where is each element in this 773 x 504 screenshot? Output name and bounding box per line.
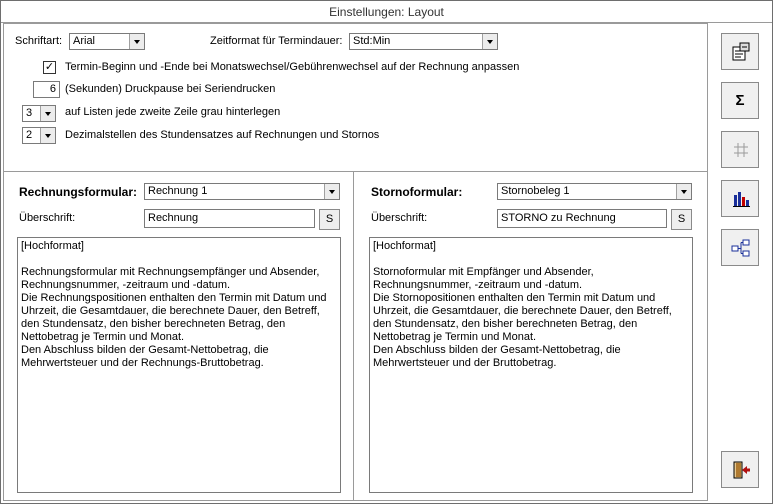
column-divider bbox=[353, 171, 354, 500]
chevron-down-icon[interactable] bbox=[129, 34, 144, 49]
decimals-select[interactable] bbox=[22, 127, 56, 144]
invoice-form-value: Rechnung 1 bbox=[148, 185, 208, 197]
main-panel bbox=[3, 23, 708, 501]
chevron-down-icon[interactable] bbox=[482, 34, 497, 49]
chevron-down-icon[interactable] bbox=[324, 184, 339, 199]
timeformat-label: Zeitformat für Termindauer: bbox=[210, 35, 343, 47]
print-pause-input[interactable]: 6 bbox=[33, 81, 60, 98]
grid-button[interactable] bbox=[721, 131, 759, 168]
chevron-down-icon[interactable] bbox=[40, 106, 55, 121]
font-select-value: Arial bbox=[73, 35, 96, 47]
storno-form-select[interactable] bbox=[497, 183, 692, 200]
storno-s-button[interactable]: S bbox=[671, 209, 692, 230]
font-select[interactable] bbox=[69, 33, 145, 50]
storno-heading-label: Überschrift: bbox=[371, 212, 428, 224]
font-label: Schriftart: bbox=[15, 35, 63, 47]
hierarchy-icon bbox=[731, 238, 751, 258]
invoice-description-memo[interactable]: [Hochformat] Rechnungsformular mit Rechnungsempfänger und Absender, Rechnungsnummer, -zeitraum und -datum. Die Rechnungspositionen enthalten den Termin mit Datum und Uhrzeit, die Gesamtdauer, die berechnete Dauer, den Betreff, den Stundensatz, den bisher berechneten Betrag, den Nettobetrag je Termin und Monat. Den Abschluss bilden der Gesamt-Nettobetrag, die Mehrwertsteuer und der Rechnungs-Bruttobetrag. bbox=[17, 237, 341, 493]
invoice-form-label: Rechnungsformular: bbox=[19, 185, 138, 199]
print-pause-label: (Sekunden) Druckpause bei Seriendrucken bbox=[65, 83, 276, 95]
decimals-value: 2 bbox=[26, 129, 33, 141]
sum-button[interactable] bbox=[721, 82, 759, 119]
exit-button[interactable] bbox=[721, 451, 759, 488]
invoice-s-button[interactable]: S bbox=[319, 209, 340, 230]
invoice-heading-input[interactable]: Rechnung bbox=[144, 209, 315, 228]
grid-icon bbox=[731, 140, 751, 160]
invoice-heading-label: Überschrift: bbox=[19, 212, 76, 224]
grey-rows-label: auf Listen jede zweite Zeile grau hinterlegen bbox=[65, 106, 281, 118]
storno-form-label: Stornoformular: bbox=[371, 185, 463, 199]
grey-rows-value: 3 bbox=[26, 107, 33, 119]
chart-icon bbox=[731, 189, 751, 209]
timeformat-select-value: Std:Min bbox=[353, 35, 391, 47]
sum-icon: Σ bbox=[735, 92, 745, 109]
chevron-down-icon[interactable] bbox=[676, 184, 691, 199]
decimals-label: Dezimalstellen des Stundensatzes auf Rechnungen und Stornos bbox=[65, 129, 380, 141]
storno-description-memo[interactable]: [Hochformat] Stornoformular mit Empfänger und Absender, Rechnungsnummer, -zeitraum und -datum. Die Stornopositionen enthalten den Termin mit Datum und Uhrzeit, die Gesamtdauer, die berechnete Dauer, den Betreff, den Stundensatz, den bisher berechneten Betrag, den Nettobetrag je Termin und Monat. Den Abschluss bilden der Gesamt-Nettobetrag, die Mehrwertsteuer und der Bruttobetrag. bbox=[369, 237, 693, 493]
invoice-form-select[interactable] bbox=[144, 183, 340, 200]
timeformat-select[interactable] bbox=[349, 33, 498, 50]
chevron-down-icon[interactable] bbox=[40, 128, 55, 143]
layout-settings-icon bbox=[731, 42, 751, 62]
storno-heading-input[interactable]: STORNO zu Rechnung bbox=[497, 209, 667, 228]
section-divider bbox=[4, 171, 707, 172]
storno-form-value: Stornobeleg 1 bbox=[501, 185, 570, 197]
hierarchy-button[interactable] bbox=[721, 229, 759, 266]
adjust-dates-checkbox[interactable]: ✓ bbox=[44, 61, 55, 73]
layout-settings-button[interactable] bbox=[721, 33, 759, 70]
window-title: Einstellungen: Layout bbox=[1, 1, 772, 23]
chart-button[interactable] bbox=[721, 180, 759, 217]
grey-rows-select[interactable] bbox=[22, 105, 56, 122]
adjust-dates-label: Termin-Beginn und -Ende bei Monatswechsel/Gebührenwechsel auf der Rechnung anpassen bbox=[65, 61, 520, 73]
exit-icon bbox=[731, 460, 751, 480]
